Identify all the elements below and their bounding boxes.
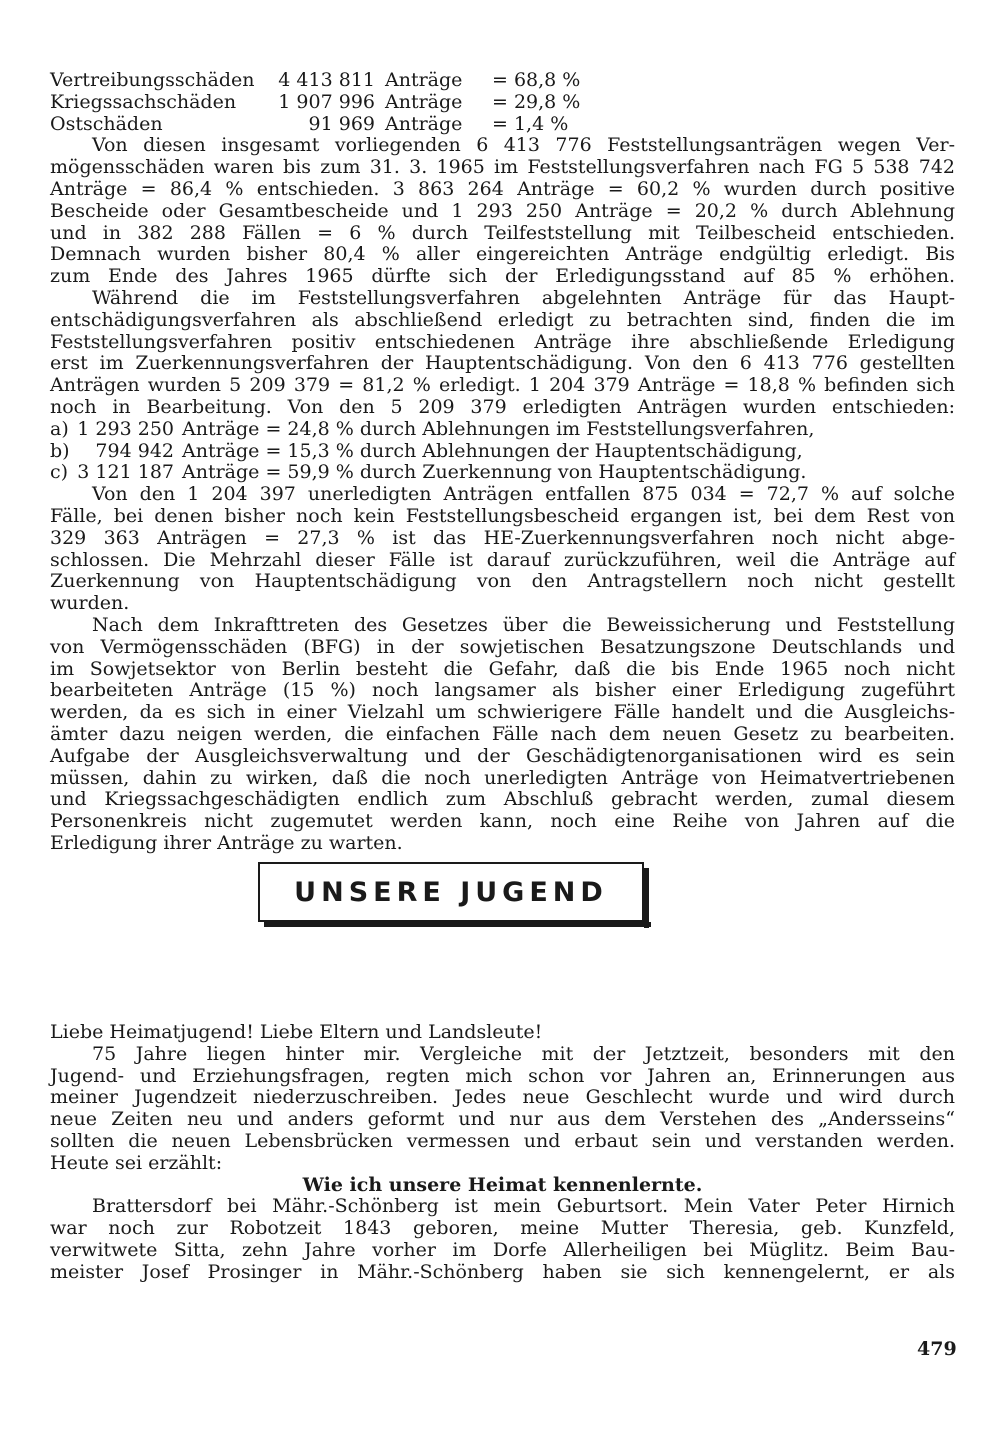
stat-percent: = 68,8 % [492,69,581,91]
text-line: müssen, dahin zu wirken, daß die noch unerledigten Anträge von Heimatvertriebenen [50,766,955,789]
article-body [50,70,955,855]
text-line: und Kriegssachgeschädigten endlich zum Abschluß gebracht werden, zumal diesem [50,788,955,811]
decision-list [50,419,955,484]
stat-percent: = 1,4 % [492,112,569,135]
stat-word: Anträge [385,90,463,113]
text-line: Anträgen wurden 5 209 379 = 81,2 % erledigt. 1 204 379 Anträge = 18,8 % befinden sich [50,374,955,397]
text-line: Jugend- und Erziehungsfragen, regten mich schon vor Jahren an, Erinnerungen aus [50,1064,955,1087]
text-line: zum Ende des Jahres 1965 dürfte sich der Erledigungsstand auf 85 % erhöhen. [50,265,955,288]
text-line: Von den 1 204 397 unerledigten Anträgen entfallen 875 034 = 72,7 % auf solche [92,483,955,506]
text-line: Während die im Feststellungsverfahren abgelehnten Anträge für das Haupt- [92,286,955,309]
list-count: 1 293 250 [77,417,174,440]
list-item [50,462,955,484]
list-item [50,419,955,441]
list-key: c) [50,461,69,484]
text-line: entschädigungsverfahren als abschließend erledigt zu betrachten sind, finden die im [50,308,955,331]
paragraph-pending-applications [50,484,955,615]
youth-section [50,1022,955,1284]
text-line: bearbeiteten Anträge (15 %) noch langsamer als bisher einer Erledigung zugeführt [50,679,955,702]
text-line: Personenkreis nicht zugemutet werden kann, noch eine Reihe von Jahren auf die [50,810,955,833]
paragraph-bfg-law [50,615,955,855]
text-line: verwitwete Sitta, zehn Jahre vorher im Dorfe Allerheiligen bei Müglitz. Beim Bau- [50,1238,955,1261]
stat-row [50,70,955,92]
stat-count: 1 907 996 [278,90,375,113]
text-line: Von diesen insgesamt vorliegenden 6 413 776 Feststellungsanträgen wegen Ver- [92,134,955,157]
stat-count: 4 413 811 [278,69,375,91]
list-text: Anträge = 24,8 % durch Ablehnungen im Feststellungsverfahren, [182,417,815,440]
stat-row [50,114,955,136]
stat-label: Ostschäden [50,112,163,135]
list-text: Anträge = 59,9 % durch Zuerkennung von Hauptentschädigung. [182,461,807,484]
text-line: Nach dem Inkrafttreten des Gesetzes über die Beweissicherung und Feststellung [92,613,955,636]
paragraph-story [50,1196,955,1283]
text-line: Feststellungsverfahren positiv entschiedenen Anträge ihre abschließende Erledigung [50,330,955,353]
paragraph-statistics-summary [50,135,955,288]
stat-row [50,92,955,114]
text-line: Fälle, bei denen bisher noch kein Feststellungsbescheid ergangen ist, bei dem Rest von [50,504,955,527]
text-line: werden, da es sich in einer Vielzahl um schwierigere Fälle handelt und die Ausgleichs- [50,701,955,724]
text-line: Zuerkennung von Hauptentschädigung von den Antragstellern noch nicht gestellt [50,570,955,593]
text-line: Demnach wurden bisher 80,4 % aller eingereichten Anträge endgültig erledigt. Bis [50,243,955,266]
text-line: meister Josef Prosinger in Mähr.-Schönberg haben sie sich kennengelernt, er als [50,1260,955,1283]
text-line: wurden. [50,592,130,615]
text-line: sollten die neuen Lebensbrücken vermessen und erbaut sein und verstanden werden. [50,1129,955,1152]
text-line: 329 363 Anträgen = 27,3 % ist das HE-Zuerkennungsverfahren noch nicht abge- [50,526,955,549]
text-line: schlossen. Die Mehrzahl dieser Fälle ist darauf zurückzuführen, weil die Anträge auf [50,548,955,571]
stat-word: Anträge [385,112,463,135]
damage-statistics [50,70,955,135]
list-item [50,441,955,463]
text-line: Anträge = 86,4 % entschieden. 3 863 264 Anträge = 60,2 % wurden durch positive [50,177,955,200]
text-line: von Vermögensschäden (BFG) in der sowjetischen Besatzungszone Deutschlands und [50,635,955,658]
text-line: Bescheide oder Gesamtbescheide und 1 293 250 Anträge = 20,2 % durch Ablehnung [50,199,955,222]
text-line: noch in Bearbeitung. Von den 5 209 379 erledigten Anträgen wurden entschieden: [50,395,955,418]
text-line: neue Zeiten neu und anders geformt und nur aus dem Verstehen des „Andersseins“ [50,1108,955,1131]
text-line: im Sowjetsektor von Berlin besteht die Gefahr, daß die bis Ende 1965 noch nicht [50,657,955,680]
section-header-box [258,862,644,922]
section-title: UNSERE JUGEND [294,876,608,908]
text-line: und in 382 288 Fällen = 6 % durch Teilfeststellung mit Teilbescheid entschieden. [50,221,955,244]
text-line: ämter dazu neigen werden, die einfachen Fälle nach dem neuen Gesetz zu bearbeiten. [50,722,955,745]
text-line: mögensschäden waren bis zum 31. 3. 1965 im Feststellungsverfahren nach FG 5 538 742 [50,156,955,179]
text-line: 75 Jahre liegen hinter mir. Vergleiche mit der Jetztzeit, besonders mit den [92,1042,955,1065]
text-line: war noch zur Robotzeit 1843 geboren, meine Mutter Theresia, geb. Kunzfeld, [50,1217,955,1240]
text-line: Heute sei erzählt: [50,1151,223,1174]
stat-percent: = 29,8 % [492,90,581,113]
stat-label: Kriegssachschäden [50,90,237,113]
list-key: a) [50,417,69,440]
list-text: Anträge = 15,3 % durch Ablehnungen der Hauptentschädigung, [182,439,803,462]
text-line: Brattersdorf bei Mähr.-Schönberg ist mein Geburtsort. Mein Vater Peter Hirnich [92,1195,955,1218]
stat-label: Vertreibungsschäden [50,69,255,91]
page-number: 479 [917,1338,957,1360]
greeting: Liebe Heimatjugend! Liebe Eltern und Landsleute! [50,1021,543,1043]
list-count: 3 121 187 [77,461,174,484]
list-count: 794 942 [95,439,174,462]
paragraph-introduction [50,1044,955,1175]
text-line: erst im Zuerkennungsverfahren der Hauptentschädigung. Von den 6 413 776 gestellten [50,352,955,375]
text-line: meiner Jugendzeit niederzuschreiben. Jedes neue Geschlecht wurde und wird durch [50,1086,955,1109]
story-heading: Wie ich unsere Heimat kennenlernte. [302,1173,703,1196]
stat-count: 91 969 [308,112,375,135]
text-line: Erledigung ihrer Anträge zu warten. [50,831,403,854]
paragraph-compensation-procedure [50,288,955,419]
stat-word: Anträge [385,69,463,91]
text-line: Aufgabe der Ausgleichsverwaltung und der Geschädigtenorganisationen wird es sein [50,744,955,767]
list-key: b) [50,439,70,462]
